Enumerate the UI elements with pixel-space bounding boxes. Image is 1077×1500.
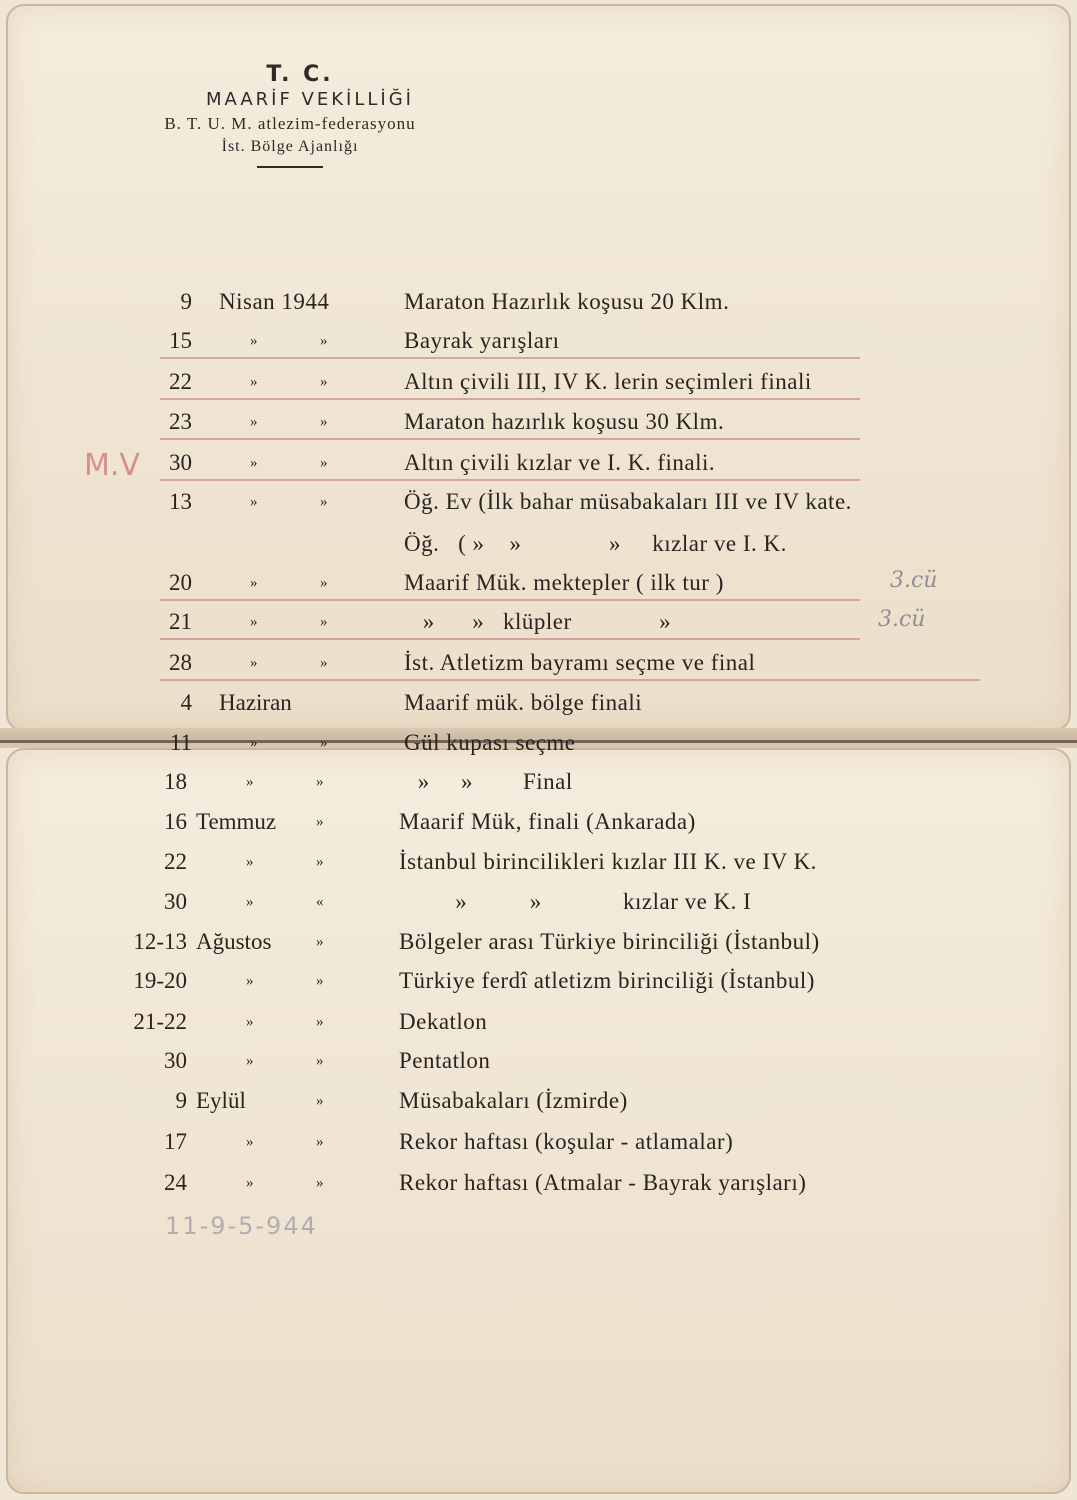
row-day: 15: [169, 328, 192, 353]
row-event: Müsabakaları (İzmirde): [399, 1088, 628, 1113]
footer-pencil-date: 11-9-5-944: [165, 1212, 318, 1240]
row-month: Haziran: [219, 690, 292, 715]
row-event: Maraton hazırlık koşusu 30 Klm.: [404, 409, 725, 434]
letterhead-federation: B. T. U. M. atlezim-federasyonu: [164, 114, 416, 133]
row-event: İstanbul birincilikleri kızlar III K. ve IV K.: [399, 849, 817, 874]
schedule-row: [0, 802, 1077, 842]
row-ditto-2: »: [316, 1093, 324, 1109]
row-ditto-2: »: [320, 735, 328, 751]
row-day: 13: [169, 489, 192, 514]
schedule-row: [0, 482, 1077, 522]
row-ditto-1: »: [250, 655, 258, 671]
row-event: Bölgeler arası Türkiye birinciliği (İstanbul): [399, 929, 820, 954]
row-day: 21: [169, 609, 192, 634]
row-ditto-1: »: [250, 575, 258, 591]
row-day: 12-13: [133, 929, 187, 954]
row-ditto-2: »: [316, 1053, 324, 1069]
row-ditto-1: »: [246, 973, 254, 989]
row-day: 22: [164, 849, 187, 874]
row-event: » » kızlar ve K. I: [399, 889, 752, 914]
row-day: 4: [180, 690, 192, 715]
row-day: 9: [180, 289, 192, 314]
schedule-row: [0, 1041, 1077, 1081]
schedule-row: [0, 1002, 1077, 1042]
row-day: 30: [169, 450, 192, 475]
schedule-row: [0, 922, 1077, 962]
schedule-row: [0, 524, 1077, 564]
row-event: Bayrak yarışları: [404, 328, 560, 353]
row-ditto-1: »: [246, 894, 254, 910]
pencil-note-2: 3.cü: [878, 607, 926, 632]
red-mark: M.V: [84, 448, 140, 483]
schedule-row: [0, 762, 1077, 802]
schedule-row: [0, 402, 1077, 442]
row-event: Maarif Mük. mektepler ( ilk tur ): [404, 570, 724, 595]
red-underline: [160, 398, 860, 400]
row-ditto-2: »: [320, 333, 328, 349]
schedule-row: [0, 723, 1077, 763]
row-event: Rekor haftası (Atmalar - Bayrak yarışları): [399, 1170, 807, 1195]
red-underline: [160, 438, 860, 440]
row-ditto-1: »: [246, 774, 254, 790]
row-month: Nisan 1944: [219, 289, 330, 314]
schedule-row: [0, 362, 1077, 402]
row-ditto-1: »: [246, 1014, 254, 1030]
row-ditto-2: »: [320, 374, 328, 390]
row-day: 28: [169, 650, 192, 675]
row-event: Maraton Hazırlık koşusu 20 Klm.: [404, 289, 730, 314]
schedule-row: [0, 443, 1077, 483]
row-ditto-2: »: [320, 655, 328, 671]
schedule-row: [0, 1122, 1077, 1162]
row-event: Öğ. Ev (İlk bahar müsabakaları III ve IV kate.: [404, 489, 852, 514]
schedule-row: [0, 1081, 1077, 1121]
row-event: Maarif Mük, finali (Ankarada): [399, 809, 696, 834]
schedule-row: [0, 882, 1077, 922]
row-event: Altın çivili kızlar ve I. K. finali.: [404, 450, 716, 475]
row-day: 17: [164, 1129, 187, 1154]
red-underline: [160, 679, 980, 681]
row-event: Altın çivili III, IV K. lerin seçimleri finali: [404, 369, 812, 394]
red-underline: [160, 599, 860, 601]
row-ditto-1: »: [250, 614, 258, 630]
schedule-row: [0, 282, 1077, 322]
row-ditto-2: «: [316, 894, 324, 910]
row-day: 30: [164, 889, 187, 914]
row-event: Gül kupası seçme: [404, 730, 576, 755]
red-underline: [160, 638, 860, 640]
row-ditto-1: »: [246, 854, 254, 870]
row-ditto-1: »: [246, 1175, 254, 1191]
row-ditto-1: »: [250, 494, 258, 510]
schedule-row: [0, 683, 1077, 723]
row-ditto-2: »: [316, 973, 324, 989]
letterhead-title: T. C.: [266, 62, 334, 87]
row-ditto-1: »: [246, 1134, 254, 1150]
row-day: 9: [175, 1088, 187, 1113]
row-ditto-2: »: [320, 494, 328, 510]
row-day: 19-20: [133, 968, 187, 993]
row-month: Eylül: [196, 1088, 246, 1113]
row-event: » » Final: [399, 769, 573, 794]
row-ditto-1: »: [250, 414, 258, 430]
row-ditto-2: »: [320, 414, 328, 430]
row-event: Dekatlon: [399, 1009, 488, 1034]
row-ditto-2: »: [316, 1134, 324, 1150]
row-day: 11: [169, 730, 192, 755]
red-underline: [160, 479, 860, 481]
row-ditto-2: »: [320, 455, 328, 471]
row-event: Pentatlon: [399, 1048, 491, 1073]
row-day: 20: [169, 570, 192, 595]
row-event: Rekor haftası (koşular - atlamalar): [399, 1129, 734, 1154]
row-day: 30: [164, 1048, 187, 1073]
schedule-row: [0, 1163, 1077, 1203]
row-day: 24: [164, 1170, 187, 1195]
row-day: 18: [164, 769, 187, 794]
row-event: Maarif mük. bölge finali: [404, 690, 643, 715]
row-ditto-2: »: [320, 575, 328, 591]
schedule-row: [0, 643, 1077, 683]
row-event: İst. Atletizm bayramı seçme ve final: [404, 650, 756, 675]
schedule-row: [0, 321, 1077, 361]
row-ditto-1: »: [250, 374, 258, 390]
row-ditto-2: »: [316, 934, 324, 950]
row-ditto-2: »: [320, 614, 328, 630]
letterhead-ministry: MAARİF VEKİLLİĞİ: [206, 89, 414, 110]
row-ditto-2: »: [316, 1014, 324, 1030]
row-day: 16: [164, 809, 187, 834]
row-ditto-2: »: [316, 854, 324, 870]
row-ditto-2: »: [316, 814, 324, 830]
row-ditto-2: »: [316, 1175, 324, 1191]
row-event: Öğ. ( » » » kızlar ve I. K.: [404, 531, 787, 556]
row-ditto-2: »: [316, 774, 324, 790]
row-day: 22: [169, 369, 192, 394]
schedule-row: [0, 961, 1077, 1001]
row-ditto-1: »: [250, 735, 258, 751]
pencil-note-1: 3.cü: [890, 568, 938, 593]
row-month: Temmuz: [196, 809, 277, 834]
row-event: Türkiye ferdî atletizm birinciliği (İstanbul): [399, 968, 815, 993]
row-event: » » klüpler »: [404, 609, 672, 634]
row-ditto-1: »: [246, 1053, 254, 1069]
row-month: Ağustos: [196, 929, 272, 954]
row-day: 21-22: [133, 1009, 187, 1034]
schedule-row: [0, 842, 1077, 882]
red-underline: [160, 357, 860, 359]
letterhead-agency: İst. Bölge Ajanlığı: [221, 138, 359, 155]
row-day: 23: [169, 409, 192, 434]
row-ditto-1: »: [250, 333, 258, 349]
row-ditto-1: »: [250, 455, 258, 471]
